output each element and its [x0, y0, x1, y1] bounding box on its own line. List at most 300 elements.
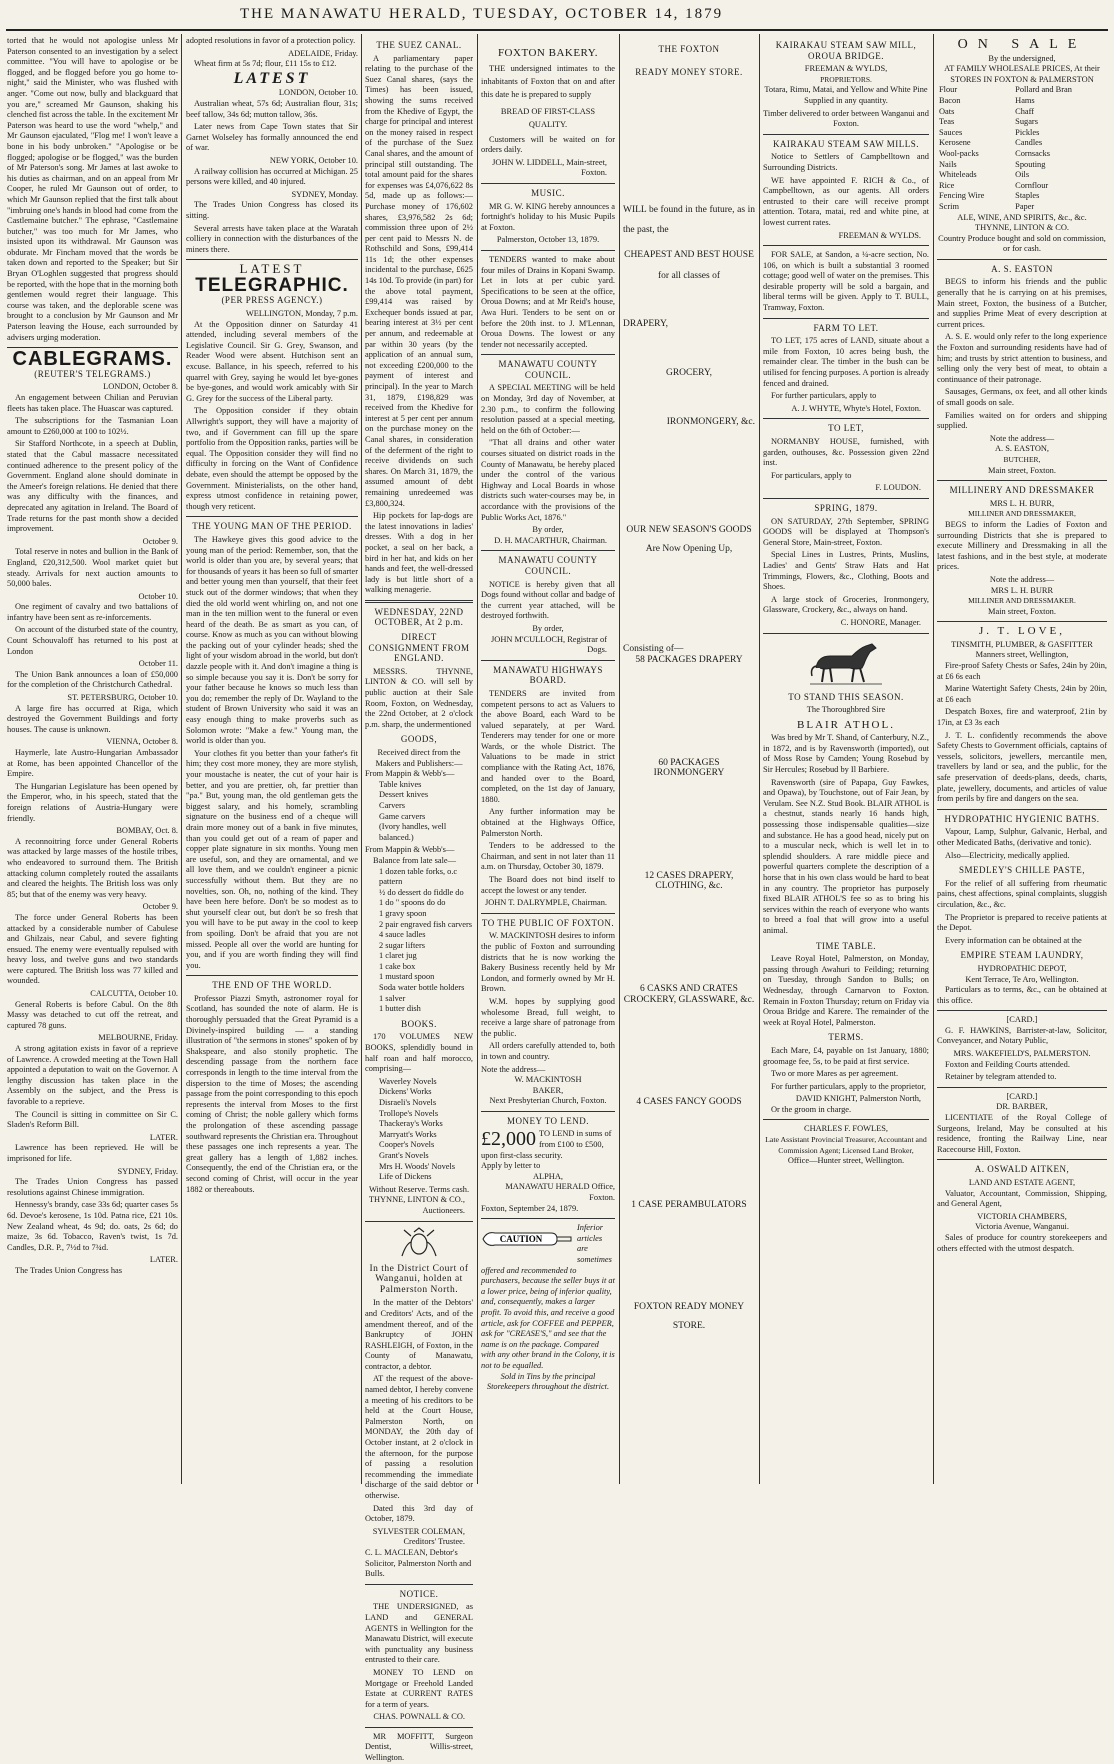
advertiser-address: VICTORIA CHAMBERS, [977, 1211, 1067, 1221]
goods-cell: Fencing Wire [939, 191, 985, 201]
goods-cell: Scrim [939, 201, 960, 211]
consignment-line: 4 CASES FANCY GOODS [636, 1097, 742, 1108]
horse-illustration-icon [806, 638, 886, 688]
goods-cell: Bacon [939, 95, 961, 105]
goods-cell: Rice [939, 180, 955, 190]
advertiser-address: MANAWATU HERALD Office, Foxton. [505, 1182, 615, 1203]
advertiser-signature: A. S. EASTON, [994, 444, 1050, 454]
advert-subheading: ALE, WINE, AND SPIRITS, &c., &c. [957, 212, 1087, 222]
list-item: Cooper's Novels [379, 1140, 435, 1150]
dateline: BOMBAY, Oct. 8. [116, 826, 178, 836]
goods-cell: Cornsacks [1015, 148, 1051, 158]
divider [937, 259, 1107, 260]
divider [763, 498, 929, 499]
cablegrams-heading: CABLEGRAMS. [12, 348, 173, 371]
masthead-rule [6, 29, 1108, 31]
goods-row [937, 181, 1107, 192]
advert-paragraph: Each Mare, £4, payable on 1st January, 1880; groomage fee, 5s, to be paid at first service. [763, 1045, 929, 1066]
advert-heading: ON SALE [957, 37, 1087, 52]
advert-paragraph: For the relief of all suffering from rheumatic pains, chest affections, spinal complaints, sluggish circulation, &c., &c. [937, 878, 1107, 909]
goods-cell: Oats [939, 106, 955, 116]
consignment-line: 60 PACKAGES IRONMONGERY [653, 757, 725, 779]
advertiser-trade: BAKER, [532, 1085, 564, 1095]
article-paragraph: The force under General Roberts has been attacked by a considerable number of Cabulese and Ghilzais, near Cabul, and severe fighting ensued. The enemy were eventually repulsed with heavy loss, and twelve guns and two standards were captured. The British loss was 77 killed and wounded. [7, 912, 178, 986]
article-paragraph: The Trades Union Congress has [15, 1265, 123, 1275]
list-item: Table knives [379, 779, 422, 789]
advert-heading: THE FOXTON [658, 44, 720, 54]
divider [481, 1111, 615, 1112]
advert-heading: MANAWATU HIGHWAYS BOARD. [493, 664, 603, 686]
consignment-line: 12 CASES DRAPERY, CLOTHING, &c. [644, 870, 734, 892]
advert-date: Foxton, September 24, 1879. [481, 1203, 579, 1213]
goods-row [937, 170, 1107, 181]
list-item: Life of Dickens [379, 1172, 432, 1182]
divider [763, 1119, 929, 1120]
consignment-line: 1 CASE PERAMBULATORS [631, 1199, 747, 1210]
store-department: IRONMONGERY, &c. [666, 416, 755, 427]
store-departments [623, 319, 755, 427]
article-paragraph: A reconnoitring force under General Roberts was attacked by large masses of the hostile tribes, who endeavored to surround them. The British attacking column completely routed the assailants and cleared the heights. The British loss was only 85; but that of the enemy was very heavy. [7, 836, 178, 899]
divider [186, 975, 358, 976]
column-2 [183, 36, 361, 1482]
sale-title: DIRECT CONSIGNMENT FROM ENGLAND. [368, 632, 470, 664]
advert-paragraph: Retainer by telegram attended to. [945, 1072, 1057, 1082]
list-item: (Ivory handles, well balanced.) [379, 822, 447, 842]
list-item: Carvers [379, 800, 406, 810]
advert-order: By order, [532, 525, 564, 535]
advertiser-trade: TINSMITH, PLUMBER, & GASFITTER [951, 639, 1093, 649]
goods-cell: Sugars [1015, 117, 1038, 127]
advertiser-address: Victoria Avenue, Wanganui. [975, 1222, 1069, 1232]
advertiser-signature: DAVID KNIGHT, Palmerston North, [795, 1094, 921, 1104]
advert-paragraph: Leave Royal Hotel, Palmerston, on Monday, passing through Awahuri to Feilding; returning on Tuesday, through Sandon to Bulls; on Wednesday, through Carnarvon to Foxton. Remain in Foxton Thursday; return on Friday via Oroua Bridge and Karere. The remainder of the week at Royal Hotel, Palmerston. [763, 954, 929, 1027]
advert-paragraph: Inferior articles are sometimes offered and recommended to purchasers, because the seller buys it at a lower price, being of inferior quality, and, consequently, makes a larger profit. To avoid this, and receive a good article, ask for COFFEE and PEPPER, ask for "CREASE'S," and see that the name is on the package. Compared with any other brand in the Colony, it is not to be equalled. [481, 1223, 615, 1370]
divider [937, 1010, 1107, 1011]
advert-heading: A. OSWALD AITKEN, [974, 1164, 1070, 1175]
divider [481, 913, 615, 914]
goods-cell: Wool-packs [939, 148, 979, 158]
list-item: ½ do dessert do fiddle do [379, 887, 464, 897]
advertiser-signature: F. LOUDON. [875, 483, 921, 493]
list-item: 1 cake box [379, 961, 416, 971]
dateline: MELBOURNE, Friday. [98, 1033, 178, 1043]
advertiser-signature: CHAS. POWNALL & CO. [373, 1712, 465, 1722]
advert-paragraph: Sales of produce for country storekeepers and others effected with the utmost despatch. [937, 1232, 1107, 1253]
divider [481, 183, 615, 184]
advert-paragraph: Also—Electricity, medically applied. [945, 850, 1070, 860]
divider [937, 809, 1107, 810]
dateline: LONDON, October 8. [103, 382, 178, 392]
divider [763, 245, 929, 246]
article-paragraph: General Roberts is before Cabul. On the 8th Massy was detached to cut off the retreat, and captured 78 guns. [7, 999, 178, 1030]
article-heading: THE END OF THE WORLD. [212, 980, 332, 991]
store-department: DRAPERY, [623, 319, 668, 330]
advert-paragraph: The Board does not bind itself to accept the lowest or any tender. [481, 875, 615, 895]
list-item: Soda water bottle holders [379, 983, 465, 993]
advertiser-signature: D. H. MACARTHUR, Chairman. [494, 535, 607, 545]
article-heading: THE YOUNG MAN OF THE PERIOD. [192, 521, 352, 532]
masthead-title: THE MANAWATU HERALD, TUESDAY, OCTOBER 14, 1879 [240, 6, 724, 22]
advert-heading: MUSIC. [531, 187, 565, 198]
advert-paragraph: NORMANBY HOUSE, furnished, with garden, outhouses, &c. Possession given 22nd inst. [763, 437, 929, 468]
court-heading: In the District Court of Wanganui, holden at Palmerston North. [369, 1263, 469, 1295]
divider [937, 1159, 1107, 1160]
divider [763, 418, 929, 419]
advert-paragraph: Particulars as to terms, &c., can be obtained at this office. [937, 985, 1107, 1005]
goods-cell: Candles [1015, 138, 1043, 148]
article-paragraph: The Opposition consider if they obtain Allwright's support, they will have a majority of two, and if Government can fill up the spare portfolio from the Opposition ranks, parties will be equal. The Opposition consider they will find no difficulty in forcing on the Want of Confidence debate, even should the attempt be opposed by the Government. Ministerialists, on the other hand, express utmost confidence in retaining power, though very reticent. [186, 406, 358, 511]
advert-paragraph: Late Assistant Provincial Treasurer, Accountant and Commission Agent; Licensed Land Broker, [765, 1135, 927, 1155]
advertiser-signature: MRS L. H. BURR [990, 585, 1054, 595]
advert-paragraph: WILL be found in the future, as in the past, the [623, 205, 755, 236]
advert-paragraph: MR MOFFITT, Surgeon Dentist, Willis-street, Wellington. [365, 1731, 473, 1763]
advert-paragraph: Totara, Rimu, Matai, and Yellow and White Pine Supplied in any quantity. [764, 85, 928, 105]
goods-cell: Hams [1015, 95, 1035, 105]
goods-cell: Teas [939, 117, 955, 127]
goods-source-sub: Balance from late sale— [373, 855, 457, 865]
consignment-line: 58 PACKAGES DRAPERY [635, 654, 743, 665]
article-paragraph: The Hawkeye gives this good advice to the young man of the period: Remember, son, that the world is older than you are, by several years; that for thousands of years it has been so full of smarter and better young men than yourself, that their feet stuck out of the dormer windows; that when they died the old world went whirling on, and not one man in the ten million went to the funeral or even heard of the death. Be as smart as you can, of course. Know as much as you can without blowing the packing out of your cylinder heads; shed the light of your wisdom abroad in the world, but don't dazzle people with it. And don't imagine a thing is so simple because you say it is. Don't be sorry for your father because he knows so much less than you do; remember the reply of Dr. Wayland to the student of Brown University who said it was an easy enough thing to make proverbs such as Solomon wrote: "Make a few." Young man, the world is older than you. [186, 534, 358, 746]
advert-note: Note the address— [989, 433, 1055, 443]
goods-cell: Pollard and Bran [1015, 85, 1072, 95]
advert-heading: TO STAND THIS SEASON. [788, 691, 904, 702]
advert-paragraph: Dated this 3rd day of October, 1879. [365, 1503, 473, 1524]
divider [186, 516, 358, 517]
advertiser-signature: C. L. MACLEAN, Debtor's Solicitor, Palmerston North and Bulls. [365, 1547, 472, 1579]
list-item: Grant's Novels [379, 1150, 429, 1160]
advert-heading: TERMS. [828, 1032, 864, 1043]
advertiser-name: DR. BARBER, [996, 1102, 1048, 1112]
column-7 [934, 36, 1110, 1482]
dateline: October 10. [138, 591, 178, 601]
store-department: GROCERY, [665, 367, 713, 378]
advert-paragraph: MR G. W. KING hereby announces a fortnight's holiday to his Music Pupils at Foxton. [481, 201, 615, 232]
advert-paragraph: BEGS to inform the Ladies of Foxton and surrounding Districts that she is prepared to execute Millinery and Dressmaking in all the latest fashions, and in the best style, at moderate prices. [937, 519, 1107, 572]
article-paragraph: adopted resolutions in favor of a protection policy. [186, 36, 356, 45]
divider [763, 318, 929, 319]
advertiser-signature: JOHN T. DALRYMPLE, Chairman. [484, 898, 607, 908]
article-paragraph: Later news from Cape Town states that Sir Garnet Wolseley has formally announced the end of war. [186, 122, 358, 153]
advert-paragraph: 170 VOLUMES NEW BOOKS, splendidly bound in half roan and half morocco, comprising— [365, 1032, 473, 1074]
advert-paragraph: A large stock of Groceries, Ironmongery, Glassware, Crockery, &c., always on hand. [763, 594, 929, 615]
advert-heading: SMEDLEY'S CHILLE PASTE, [958, 865, 1086, 876]
article-paragraph: torted that he would not apologise unless Mr Paterson consented to an investigation by a select committee. "You will have to apologise or be flogged, and be flogged before you go home to-night," said the Minister, who was flushed with anger. "Come out now, bully and blackguard that you are," screamed Mr Gaunson, shaking his clenched fist across the table. In the excitement Mr Paterson was heard to use the word "whelp," and Mr Gaunson ejaculated, "Flog me! I won't leave a bone in his body unbroken." "Apologise or be flogged; apologise or be flogged," was the burden of Mr Paterson's song. Mr James at last awoke to his duties as chairman, and on an appeal from Mr Cooper, he ruled Mr Gaunson out of order, to which Mr Gaunson replied that the first talk about "imbruing one's hands in blood had come from the Castlemaine butcher." The ephrase, "Castlemaine butcher," was too much for Mr James, who insisted upon its withdrawal. Mr Gaunson was obdurate. Mr Fincham moved that the words be taken down and reported to the Speaker; but Sir Bryan O'Loghlen suggested that progress should be reported, with the hope that in the morning both gentlemen would regret their language. This course was taken, and the deplorable scene was brought to a conclusion by Mr Gaunson and Mr Paterson leaving the House, each surrounded by advisers urging moderation. [7, 36, 178, 342]
caution-hand-icon [481, 1225, 573, 1253]
advertiser-signature: W. MACKINTOSH [514, 1075, 582, 1085]
advertiser-signature: JOHN W. LIDDELL, Main-street, Foxton. [492, 157, 607, 178]
advert-paragraph: The Proprietor is prepared to receive patients at the Depot. [937, 912, 1107, 933]
card-label: [CARD.] [1006, 1091, 1038, 1101]
dateline: VIENNA, October 8. [106, 737, 178, 747]
royal-crest-icon [396, 1226, 442, 1260]
goods-cell: Sauces [939, 127, 963, 137]
article-paragraph: Australian wheat, 57s 6d; Australian flour, 31s; beef tallow, 34s 6d; mutton tallow, 36s. [186, 98, 358, 119]
advertiser-signature: THYNNE, LINTON & CO., Auctioneers. [368, 1195, 465, 1215]
dateline: SYDNEY, Monday. [291, 189, 358, 199]
advertiser-trade: MILLINER AND DRESSMAKER, [968, 509, 1076, 519]
article-paragraph: Your clothes fit you better than your father's fit him; they cost more money, they are more stylish, your moustache is neater, the cut of your hair is better, and you are prettier, oh, far prettier than "pa." But, young man, the old gentleman gets the biggest salary, and his homely, scrambling signature on the business end of a cheque will drain more money out of a bank in five minutes, than you could get out of a ream of paper and copper plate signature in six months. Young men are useful, son, and they are ornamental, and we all love them, and we couldn't engineer a picnic successfully without them. But they are no novelties, son. Oh, no, nothing of the kind. They have been here before. Don't be so modest as to shut yourself clear out, but don't be so fresh that you will have to be put away in the cool to keep from spoiling. Don't be afraid that you are not missed. People all over the world are hunting for you, and if you are worth finding they will find you. [186, 748, 358, 970]
list-item: Trollope's Novels [379, 1108, 439, 1118]
advert-heading: KAIRAKAU STEAM SAW MILLS. [772, 138, 920, 149]
article-paragraph: A railway collision has occurred at Michigan. 25 persons were killed, and 40 injured. [186, 166, 358, 187]
advert-heading: A. S. EASTON [991, 263, 1053, 274]
advert-paragraph: LICENTIATE of the Royal College of Surgeons, Ireland, May be consulted at his residence, fronting the Railway Line, near Racecourse Hill, Foxton. [937, 1113, 1107, 1154]
advert-paragraph: Valuator, Accountant, Commission, Shipping, and General Agent, [937, 1188, 1107, 1209]
goods-row [937, 85, 1107, 96]
advert-paragraph: TENDERS wanted to make about four miles of Drains in Kopani Swamp. Let in lots at per cubic yard. Specifications to be seen at the office, Oroua Downs; and at Mr Reid's house, Awa Huri. Tenders to be sent on or before the 20th inst. to J. M'Lennan, Oroua Downs. The lowest or any tender not necessarily accepted. [481, 254, 615, 349]
caution-label: CAUTION [499, 1234, 543, 1245]
latest-heading: LATEST [233, 69, 311, 87]
advert-paragraph: Families waited on for orders and shipping supplied. [937, 410, 1107, 431]
sale-date: WEDNESDAY, 22ND OCTOBER, At 2 p.m. [374, 606, 464, 628]
advert-paragraph: FOR SALE, at Sandon, a ¼-acre section, No. 106, on which is built a substantial 3 roomed cottage; good well of water on the premises. This desirable property will be sold a bargain, and liberal terms will be given. Apply to T. BULL, Tramway, Foxton. [763, 250, 929, 313]
list-item: 1 salver [379, 993, 406, 1003]
advert-paragraph: Country Produce bought and sold on commission, or for cash. [938, 233, 1106, 254]
article-paragraph: A large fire has occurred at Riga, which destroyed the Government Buildings and forty houses. The cause is unknown. [7, 703, 178, 734]
advertiser-signature: SYLVESTER COLEMAN, Creditors' Trustee. [372, 1526, 465, 1547]
advert-paragraph: "That all drains and other water courses situated on district roads in the County of Manawatu, be hereby placed under the control of the various Highway and Local Boards in whose districts such water-courses may be, in accordance with the provisions of the Public Works Act, 1876." [481, 438, 615, 522]
goods-row [937, 138, 1107, 149]
latest-heading-2: LATEST [239, 261, 305, 277]
column-5 [620, 36, 758, 1482]
masthead [0, 0, 1114, 30]
goods-source: From Mappin & Webb's— [365, 769, 455, 779]
goods-list [375, 780, 473, 844]
advert-paragraph: W. MACKINTOSH desires to inform the public of Foxton and surrounding districts that he is now working the Bakery Business recently held by Mr London, and formerly owned by Mr H. Brown. [481, 931, 615, 994]
column-1 [4, 36, 181, 1482]
advertiser-name: MRS L. H. BURR, [989, 498, 1055, 508]
goods-row [937, 202, 1107, 213]
advertiser-role: PROPRIETORS. [820, 74, 872, 84]
advert-heading: FOXTON BAKERY. [497, 47, 599, 59]
advert-paragraph: WE have appointed F. RICH & Co., of Campbelltown, as our agents. All orders entrusted to their care will receive prompt attention. Totara, matai, red and white pine, at lowest current rates. [763, 175, 929, 227]
list-item: 1 gravy spoon [379, 908, 427, 918]
sale-terms: Without Reserve. Terms cash. [368, 1184, 470, 1194]
goods-row [937, 107, 1107, 118]
goods-cell: Staples [1015, 191, 1040, 201]
advert-date: Palmerston, October 13, 1879. [496, 235, 600, 245]
article-paragraph: The Council is sitting in committee on Sir C. Sladen's Reform Bill. [7, 1109, 178, 1130]
divider [481, 354, 615, 355]
advert-paragraph: For further particulars, apply to [771, 391, 877, 401]
advert-paragraph: A. S. E. would only refer to the long experience the Foxton and surrounding residents have had of him; and trusts by strict attention to business, and selling only the very best of meat, to obtain a continuance of their patronage. [937, 332, 1107, 384]
goods-row [937, 149, 1107, 160]
advert-paragraph: Sausages, Germans, ox feet, and all other kinds of small goods on sale. [937, 387, 1107, 407]
divider [763, 134, 929, 135]
list-item: Thackeray's Works [379, 1119, 443, 1129]
advert-heading: MILLINERY AND DRESSMAKER [949, 485, 1095, 496]
article-paragraph: Professor Piazzi Smyth, astronomer royal for Scotland, has sounded the note of alarm. He is thoroughly persuaded that the Great Pyramid is a Divinely-inspired building — a standing illustration of "the sermons in stones" spoken of by Shakspeare, and also stonily prophetic. The descending passage from the northern face corresponds in length to the time interval from the dispersion to the time of Moses; the ascending passage from the point corresponding to this epoch represents the interval from Moses to the first coming of Christ; the noble gallery which forms the prolongation of these ascending passage southward represents the Christian era. Throughout these passages one inch represents a year. The great gallery has a length of 1,882 inches. Consequently, the end of the Christian era, or the second coming of Christ, will occur in the year 1882 or thereabouts. [186, 993, 358, 1194]
dateline: October 9. [142, 902, 178, 912]
advert-heading: HYDROPATHIC HYGIENIC BATHS. [944, 813, 1100, 824]
divider [365, 1584, 473, 1585]
divider [481, 550, 615, 551]
dateline: CALCUTTA, October 10. [90, 989, 178, 999]
advert-note: Apply by letter to [481, 1161, 541, 1171]
advert-highlight: CHEAPEST AND BEST HOUSE [624, 250, 754, 261]
article-paragraph: Hennessy's brandy, case 33s 6d; quarter cases 5s 6d. Devoe's kerosene, 1s 10d. Patna rice, £21 10s. New Zealand wheat, 4s 9d; do. oats, 2s 6d; do maize, 3s 6d. Tobacco, Raven's twist, 1s 7d. Candles, D.R. P., 7½d to 7¾d. [7, 1200, 178, 1252]
advert-paragraph: W.M. hopes by supplying good wholesome Bread, full weight, to receive a large share of patronage from the public. [481, 996, 615, 1038]
advert-heading: TO THE PUBLIC OF FOXTON. [481, 917, 615, 928]
article-paragraph: Haymerle, late Austro-Hungarian Ambassador at Rome, has been appointed Chancellor of the Empire. [7, 748, 178, 779]
advert-paragraph: TO LET, 175 acres of LAND, situate about a mile from Foxton, 10 acres being bush, the remainder clear. The timber in the bush can be utilised for fencing purposes. A portion is already fenced and drained. [763, 336, 929, 388]
article-paragraph: A parliamentary paper relating to the purchase of the Suez Canal shares, (says the Times) has been issued, showing the sums received from the Khedive of Egypt, the charge for principal and interest on the money raised in respect of the purchase of the Suez Canal shares, and the amount of principal still outstanding. The total amount paid for the shares for expenses was £4,076,622 8s 5d, made up as follows:— Purchase money of 176,602 shares, £3,976,582 2s 6d; commission three upon of 2½ per cent paid to Messrs N. de Rothschild and Sons, £99,414 11s 1d; the other expenses incidental to the purchase, £625 14s 10d. To provide (in part) for the above total payment, £99,414 was raised by Exchequer bonds issued at par, bearing interest at 3½ per cent per annum, and redeemable at par within 30 years (by the application of an annual sum, not exceeding £200,000 to the payment of interest and principal). In the year to March 31, 1879, £198,829 was received from the Khedive for interest at 5 per cent per annum on the purchase money on the Canal shares, in consideration of the deferment of the right to receive dividends on such shares. On March 31, 1879, the assumed amount of debt remaining unredeemed was £3,800,324. [365, 53, 473, 508]
article-paragraph: An engagement between Chilian and Peruvian fleets has taken place. The Huascar was captured. [7, 393, 178, 413]
advert-paragraph: Was bred by Mr T. Shand, of Canterbury, N.Z., in 1872, and is by Ravensworth (imported), out of Moss Rose by Camden; Young Rosebud by Sir Hercules; Rosebud by Il Barbiere. [763, 733, 929, 775]
divider [937, 480, 1107, 481]
advert-paragraph: Or the groom in charge. [771, 1104, 852, 1114]
list-item: 1 butter dish [379, 1004, 421, 1014]
dateline: ADELAIDE, Friday. [288, 48, 358, 58]
advert-address: Office—Hunter street, Wellington. [787, 1156, 905, 1166]
advert-heading: MONEY TO LEND. [506, 1115, 590, 1126]
list-item: Marryatt's Works [379, 1129, 437, 1139]
advertiser-trade: LAND AND ESTATE AGENT, [968, 1178, 1076, 1187]
list-item: Dessert knives [379, 790, 429, 800]
advert-paragraph: NOTICE is hereby given that all Dogs found without collar and badge of the current year attached, will be destroyed forthwith. [481, 579, 615, 621]
divider [365, 1221, 473, 1222]
goods-cell: Nails [939, 159, 957, 169]
goods-row [937, 191, 1107, 202]
advert-paragraph: THE UNDERSIGNED, as LAND and GENERAL AGENTS in Wellington for the Manawatu District, will execute with punctuality any business entrusted to their care. [365, 1602, 473, 1665]
advert-paragraph: Customers will be waited on for orders daily. [481, 134, 615, 155]
list-item: 2 pair engraved fish carvers [379, 919, 473, 929]
advert-paragraph: Timber delivered to order between Wanganui and Foxton. [763, 108, 929, 129]
card-label: [CARD.] [1006, 1015, 1038, 1025]
divider [937, 1087, 1107, 1088]
column-3 [362, 36, 476, 1763]
advertiser-address: Main street, Foxton. [988, 606, 1056, 616]
goods-cell: Spouting [1015, 159, 1046, 169]
column-divider [181, 34, 182, 1484]
advert-heading: TO LET, [828, 423, 864, 434]
goods-cell: Oils [1015, 170, 1030, 180]
list-item: Dickens' Works [379, 1087, 432, 1097]
advert-paragraph: TO LEND in sums of from £100 to £500, upon first-class security. [481, 1129, 612, 1160]
goods-cell: Chaff [1015, 106, 1035, 116]
advert-paragraph: G. F. HAWKINS, Barrister-at-law, Solicitor, Conveyancer, and Notary Public, [937, 1025, 1107, 1046]
advert-order: By order, [532, 623, 564, 633]
advert-note: Note the address— [989, 574, 1055, 584]
advertiser-address: MRS. WAKEFIELD'S, PALMERSTON. [953, 1049, 1091, 1059]
advert-heading: READY MONEY STORE. [635, 66, 743, 77]
advert-paragraph: Notice to Settlers of Campbelltown and Surrounding Districts. [763, 152, 929, 172]
advertiser-signature: JOHN M'CULLOCH, Registrar of Dogs. [491, 634, 607, 655]
list-item: 2 sugar lifters [379, 940, 426, 950]
advert-heading: EMPIRE STEAM LAUNDRY, [960, 950, 1084, 961]
goods-list [375, 867, 473, 1015]
advert-heading: STORE. [672, 1320, 706, 1331]
goods-row [937, 96, 1107, 107]
advert-highlight: BREAD OF FIRST-CLASS QUALITY. [500, 106, 596, 129]
advert-paragraph: For further particulars, apply to the proprietor, [771, 1081, 927, 1091]
advert-paragraph: J. T. L. confidently recommends the above Safety Chests to Government officials, captains of vessels, solicitors, jewellers, mercantile men, travellers by land or sea, and the public, for the safe preservation of deeds-plans, deeds, charts, plate, jewellery, documents, and articles of value from perils by fire and dangers on the sea. [937, 730, 1107, 804]
article-paragraph: Hip pockets for lap-dogs are the latest innovations in ladies' dresses. With a dog in her pocket, a seal on her back, a bird in her hat, and kids on her hands and feet, the well-dressed lady is but little short of a walking menagerie. [365, 511, 473, 595]
article-paragraph: On account of the disturbed state of the country, Count Schouvaloff has returned to his post at London [7, 625, 178, 656]
list-item: 1 dozen table forks, o.c pattern [379, 866, 458, 887]
advert-note: Note the address— [481, 1064, 546, 1074]
advertiser-trade: BUTCHER, [1003, 454, 1041, 464]
list-item: 1 do " spoons do do [379, 898, 446, 908]
advertiser-address: Kent Terrace, Te Aro, Wellington. [965, 974, 1079, 984]
goods-cell: Cornflour [1015, 180, 1049, 190]
telegraphic-heading: TELEGRAPHIC. [195, 274, 349, 296]
subheading: (PER PRESS AGENCY.) [221, 295, 323, 306]
advert-paragraph: Foxton and Feilding Courts attended. [945, 1059, 1070, 1069]
advert-subheading: The Thoroughbred Sire [806, 705, 886, 715]
divider [763, 633, 929, 634]
advertiser-address: Manners street, Wellington, [975, 650, 1069, 660]
goods-row [937, 117, 1107, 128]
advert-heading: J. T. LOVE, [978, 625, 1066, 638]
advert-heading: KAIRAKAU STEAM SAW MILL, OROUA BRIDGE. [775, 40, 917, 61]
dateline: SYDNEY, Friday. [117, 1166, 178, 1176]
advert-heading: FOXTON READY MONEY [633, 1302, 745, 1313]
goods-subheading: Received direct from the Makers and Publishers:— [375, 748, 463, 768]
advert-heading: SPRING, 1879. [814, 502, 878, 513]
advert-paragraph: Ravensworth (sire of Papapa, Guy Fawkes, and Opawa), by Touchstone, out of Fair Jean, by Verulam. See N.Z. Stud Book. BLAIR ATHOL is a chestnut, stands nearly 16 hands high, possessing those indispensable qualities—size and substance. He has a good head, nicely put on to a muscular neck, which is well let in to splendid shoulders. A rare middle piece and powerful quarters complete the description of a horse that in his own class would be hard to beat in any country. The proprietor has purposely fixed BLAIR ATHOL'S fee so as to bring his services within the reach of everyone who wants to breed a foal that will grow into a useful animal. [763, 777, 929, 935]
advert-paragraph: MONEY TO LEND on Mortgage or Freehold Landed Estate at CURRENT RATES for a term of years. [365, 1667, 473, 1709]
advert-highlight: OUR NEW SEASON'S GOODS [626, 525, 752, 536]
advert-heading: TIME TABLE. [815, 940, 877, 951]
list-item: Game carvers [379, 811, 426, 821]
article-heading: THE SUEZ CANAL. [376, 40, 462, 50]
divider [186, 259, 358, 260]
advert-text: Consisting of— [623, 644, 684, 655]
advert-paragraph: A SPECIAL MEETING will be held on Monday, 3rd day of November, at 2.30 p.m., to confirm the following resolution passed at a special meeting, held on the 6th of October:— [481, 383, 615, 435]
advert-paragraph: TENDERS are invited from competent persons to act as Valuers to the above Board, each Ward to be valued separately, at per Ward. Tenderers may tender for one or more Wards, or the whole District. The Valuations to be made in strict compliance with the Rating Act, 1876, and handed over to the Board, completed, on the 1st day of January, 1880. [481, 688, 615, 804]
article-paragraph: The Trades Union Congress has closed its sitting. [186, 200, 358, 220]
advert-paragraph: MESSRS. THYNNE, LINTON & CO. will sell by public auction at their Sale Room, Foxton, on Wednesday, the 22nd October, at 2 o'clock p.m. sharp, the undermentioned [365, 666, 473, 729]
article-paragraph: One regiment of cavalry and two battalions of infantry have been sent as re-inforcements. [7, 602, 178, 622]
article-paragraph: Sir Stafford Northcote, in a speech at Dublin, stated that the Cabul massacre necessitated continued adherence to the present policy of the Government. England alone should dominate in the Ameer's foreign relations. He denied that there was any difficulty with the finances, and deprecated any agitation in Ireland. The Board of Trade returns for the past month show a decided improvement. [7, 439, 178, 534]
goods-source: From Mappin & Webb's— [365, 845, 455, 855]
dateline: LATER. [149, 1255, 178, 1265]
dateline: October 9. [142, 536, 178, 546]
advert-paragraph: In the matter of the Debtors' and Creditors' Acts, and of the amendment thereof, and of the Bankruptcy of JOHN RASHLEIGH, of Foxton, in the County of Manawatu, contractor, a debtor. [365, 1298, 473, 1371]
article-paragraph: Total reserve in notes and bullion in the Bank of England, £20,312,500. Wool market quiet but steady. Arrivals for next auction amounts to 50,000 bales. [7, 547, 178, 589]
advert-subheading: STORES IN FOXTON & PALMERSTON [950, 74, 1094, 84]
dateline: October 11. [138, 659, 178, 669]
advert-paragraph: ON SATURDAY, 27th September, SPRING GOODS will be displayed at Thompson's General Store, Main-street, Foxton. [763, 516, 929, 547]
article-paragraph: Wheat firm at 5s 7d; flour, £11 15s to £12. [194, 59, 337, 69]
advert-paragraph: Tenders to be addressed to the Chairman, and sent in not later than 11 a.m. on Thursday, October 30, 1879. [481, 841, 615, 872]
advertiser-signature: C. HONORE, Manager. [840, 617, 921, 627]
advert-paragraph: Two or more Mares as per agreement. [771, 1069, 899, 1079]
advertiser-signature: ALPHA, [532, 1171, 563, 1181]
list-item: 1 mustard spoon [379, 972, 435, 982]
advertiser-trade: HYDROPATHIC DEPOT, [977, 963, 1067, 973]
goods-cell: Paper [1015, 201, 1035, 211]
advertiser-signature: A. J. WHYTE, Whyte's Hotel, Foxton. [791, 403, 921, 413]
advert-paragraph: Despatch Boxes, fire and waterproof, 21in by 17in, at £3 3s each [937, 707, 1107, 728]
advertiser-signature: FREEMAN & WYLDS. [838, 230, 921, 240]
goods-table [937, 85, 1107, 212]
advert-paragraph: AT the request of the above-named debtor, I hereby convene a meeting of his creditors to be held at the Court House, Palmerston North, on MONDAY, the 20th day of October instant, at 2 o'clock in the afternoon, for the purpose of passing a resolution recommending the immediate discharge of the said debtor or otherwise. [365, 1374, 473, 1500]
advert-paragraph: Every information can be obtained at the [945, 935, 1082, 945]
goods-cell: Flour [939, 85, 958, 95]
advert-paragraph: THE undersigned intimates to the inhabitants of Foxton that on and after this date he is prepared to supply [481, 63, 615, 99]
divider [481, 250, 615, 251]
goods-row [937, 160, 1107, 171]
goods-cell: Pickles [1015, 127, 1040, 137]
advert-text: Are Now Opening Up, [645, 543, 733, 554]
advert-subheading: By the undersigned, [988, 53, 1056, 63]
goods-cell: Kerosene [939, 138, 971, 148]
dateline: LONDON, October 10. [278, 88, 358, 98]
books-list [375, 1077, 473, 1183]
advert-heading: MANAWATU COUNTY COUNCIL. [498, 359, 598, 380]
